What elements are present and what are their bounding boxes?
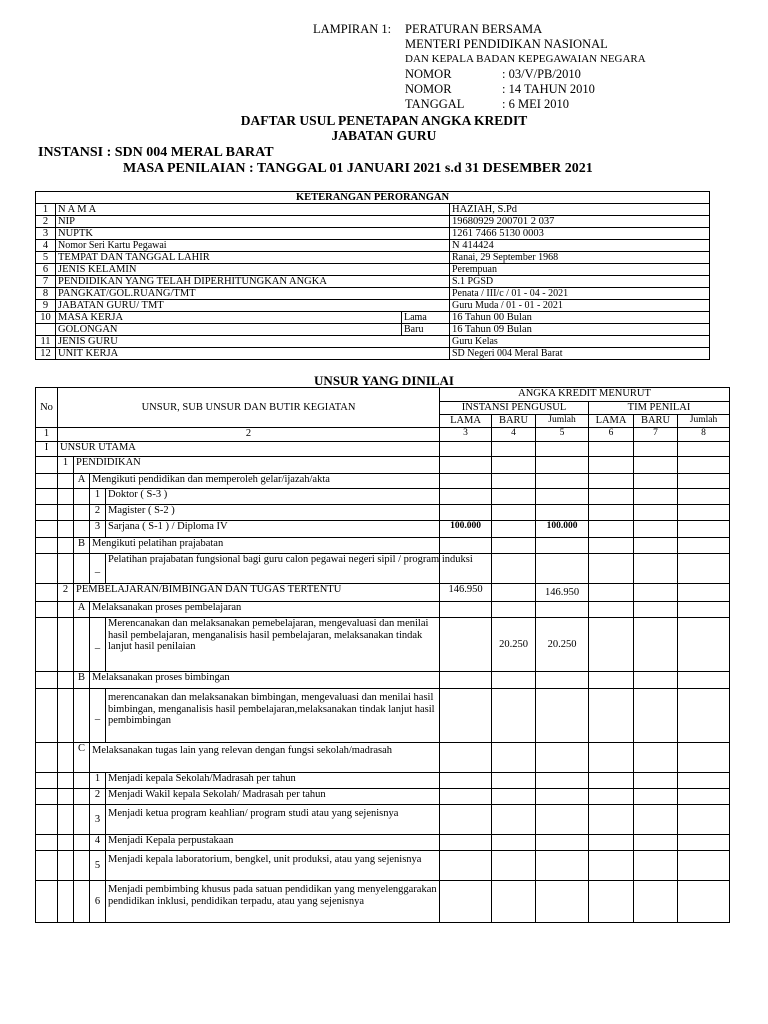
row-value: Guru Kelas — [450, 336, 710, 348]
row-label: PANGKAT/GOL.RUANG/TMT — [56, 288, 450, 300]
sub-col-jumlah: Jumlah — [678, 415, 730, 428]
unsur-table — [35, 387, 730, 923]
header-line-2: MENTERI PENDIDIKAN NASIONAL — [405, 37, 608, 51]
angka-kredit-header: ANGKA KREDIT MENURUT — [440, 388, 730, 402]
row-number: 8 — [36, 288, 56, 300]
unsur-heading: UNSUR YANG DINILAI — [314, 373, 454, 388]
row-number: 3 — [90, 805, 106, 835]
row-number: B — [74, 538, 90, 554]
row-value: N 414424 — [450, 240, 710, 252]
row-number: B — [74, 672, 90, 689]
tim-penilai-header: TIM PENILAI — [589, 402, 730, 415]
row-label: JENIS KELAMIN — [56, 264, 450, 276]
sub-col-jumlah: Jumlah — [536, 415, 589, 428]
row-label: N A M A — [56, 204, 450, 216]
row-text: Menjadi Wakil kepala Sekolah/ Madrasah per tahun — [106, 789, 440, 805]
row-number: 7 — [36, 276, 56, 288]
row-number: 6 — [90, 881, 106, 923]
unsur-row — [36, 554, 730, 584]
row-number: 6 — [36, 264, 56, 276]
sub-col-baru: BARU — [492, 415, 536, 428]
row-number: 1 — [58, 457, 74, 474]
value-jumlah: 146.950 — [536, 584, 589, 602]
row-value: 19680929 200701 2 037 — [450, 216, 710, 228]
document-title-line-1: DAFTAR USUL PENETAPAN ANGKA KREDIT — [240, 113, 528, 128]
value-baru: 20.250 — [492, 618, 536, 672]
row-number: 5 — [90, 851, 106, 881]
col-number: 4 — [492, 428, 536, 442]
instansi-line: INSTANSI : SDN 004 MERAL BARAT — [38, 145, 274, 160]
unsur-row — [36, 521, 730, 538]
personal-heading-row — [36, 192, 710, 204]
personal-row — [36, 204, 710, 216]
row-label: NIP — [56, 216, 450, 228]
header-row-1 — [36, 388, 730, 402]
unsur-row — [36, 602, 730, 618]
value-lama: 146.950 — [440, 584, 492, 602]
sub-col-lama: LAMA — [440, 415, 492, 428]
personal-row — [36, 336, 710, 348]
row-value: SD Negeri 004 Meral Barat — [450, 348, 710, 360]
row-number: C — [74, 743, 90, 773]
row-number: 1 — [90, 489, 106, 505]
row-text: Menjadi ketua program keahlian/ program studi atau yang sejenisnya — [106, 805, 440, 835]
baru-label: Baru — [402, 324, 450, 336]
row-number — [36, 324, 56, 336]
field-nomor-1-value: : 03/V/PB/2010 — [502, 67, 581, 81]
row-number: 2 — [58, 584, 74, 602]
personal-row — [36, 288, 710, 300]
personal-row — [36, 240, 710, 252]
unsur-row — [36, 584, 730, 602]
row-number: 4 — [90, 835, 106, 851]
col-no-header: No — [36, 388, 58, 428]
personal-row — [36, 276, 710, 288]
row-number: 2 — [36, 216, 56, 228]
masa-penilaian-line: MASA PENILAIAN : TANGGAL 01 JANUARI 2021 s.d 31 DESEMBER 2021 — [123, 161, 593, 176]
col-number: 3 — [440, 428, 492, 442]
row-value: 16 Tahun 09 Bulan — [450, 324, 710, 336]
col-number: 2 — [58, 428, 440, 442]
row-number: 1 — [90, 773, 106, 789]
column-number-row — [36, 428, 730, 442]
row-value: HAZIAH, S.Pd — [450, 204, 710, 216]
field-nomor-1-label: NOMOR — [405, 67, 452, 81]
row-number: A — [74, 474, 90, 489]
unsur-row — [36, 505, 730, 521]
row-value: Perempuan — [450, 264, 710, 276]
personal-row — [36, 216, 710, 228]
unsur-row — [36, 851, 730, 881]
row-text: Pelatihan prajabatan fungsional bagi guru calon pegawai negeri sipil / program induksi — [106, 554, 440, 584]
unsur-row — [36, 881, 730, 923]
row-label: GOLONGAN — [56, 324, 402, 336]
header-line-3: DAN KEPALA BADAN KEPEGAWAIAN NEGARA — [405, 53, 646, 65]
row-value: Penata / III/c / 01 - 04 - 2021 — [450, 288, 710, 300]
row-number: 2 — [90, 505, 106, 521]
row-value: Guru Muda / 01 - 01 - 2021 — [450, 300, 710, 312]
row-text: PEMBELAJARAN/BIMBINGAN DAN TUGAS TERTENTU — [74, 584, 440, 602]
personal-row — [36, 312, 710, 324]
row-value: S.1 PGSD — [450, 276, 710, 288]
unsur-row — [36, 743, 730, 773]
row-number: 9 — [36, 300, 56, 312]
row-text: Menjadi Kepala perpustakaan — [106, 835, 440, 851]
row-text: Mengikuti pendidikan dan memperoleh gelar/ijazah/akta — [90, 474, 440, 489]
row-text: Melaksanakan proses bimbingan — [90, 672, 440, 689]
field-tanggal-label: TANGGAL — [405, 97, 465, 111]
row-label: PENDIDIKAN YANG TELAH DIPERHITUNGKAN ANGKA — [56, 276, 450, 288]
unsur-row — [36, 805, 730, 835]
row-label: TEMPAT DAN TANGGAL LAHIR — [56, 252, 450, 264]
row-number: 1 — [36, 204, 56, 216]
value-lama: 100.000 — [440, 521, 492, 538]
lama-label: Lama — [402, 312, 450, 324]
value-jumlah: 20.250 — [536, 618, 589, 672]
row-label: JENIS GURU — [56, 336, 450, 348]
unsur-row — [36, 442, 730, 457]
personal-row — [36, 300, 710, 312]
row-number: 5 — [36, 252, 56, 264]
row-value: Ranai, 29 September 1968 — [450, 252, 710, 264]
row-text: UNSUR UTAMA — [58, 442, 440, 457]
unsur-row — [36, 538, 730, 554]
row-text: Doktor ( S-3 ) — [106, 489, 440, 505]
sub-col-lama: LAMA — [589, 415, 634, 428]
col-number: 7 — [634, 428, 678, 442]
row-label: JABATAN GURU/ TMT — [56, 300, 450, 312]
row-text: Mengikuti pelatihan prajabatan — [90, 538, 440, 554]
header-line-1: PERATURAN BERSAMA — [405, 22, 543, 36]
row-text: Sarjana ( S-1 ) / Diploma IV — [106, 521, 440, 538]
row-label: MASA KERJA — [56, 312, 402, 324]
row-number: A — [74, 602, 90, 618]
row-number: 3 — [36, 228, 56, 240]
lampiran-label: LAMPIRAN 1: — [313, 22, 392, 36]
unsur-row — [36, 689, 730, 743]
document-title-line-2: JABATAN GURU — [331, 128, 437, 143]
row-value: 1261 7466 5130 0003 — [450, 228, 710, 240]
personal-row — [36, 252, 710, 264]
unsur-row — [36, 773, 730, 789]
row-text: PENDIDIKAN — [74, 457, 440, 474]
row-number: 11 — [36, 336, 56, 348]
unsur-row — [36, 672, 730, 689]
row-label: Nomor Seri Kartu Pegawai — [56, 240, 450, 252]
instansi-pengusul-header: INSTANSI PENGUSUL — [440, 402, 589, 415]
personal-row — [36, 228, 710, 240]
row-text: merencanakan dan melaksanakan bimbingan, mengevaluasi dan menilai hasil bimbingan, menganalisis hasil pembelajaran,melaksanakan tindak lanjut hasil pembimbingan — [106, 689, 440, 743]
value-jumlah: 100.000 — [536, 521, 589, 538]
col-number: 5 — [536, 428, 589, 442]
row-text: Merencanakan dan melaksanakan pemebelajaran, mengevaluasi dan menilai hasil pembelajaran, menganalisis hasil pembelajaran, melaksanakan tindak lanjut hasil penilaian — [106, 618, 440, 672]
unsur-row — [36, 835, 730, 851]
dash-marker: _ — [90, 554, 106, 584]
unsur-row — [36, 489, 730, 505]
personal-row — [36, 264, 710, 276]
dash-marker: _ — [90, 618, 106, 672]
unsur-row — [36, 474, 730, 489]
personal-heading: KETERANGAN PERORANGAN — [36, 192, 710, 204]
row-text: Menjadi kepala laboratorium, bengkel, unit produksi, atau yang sejenisnya — [106, 851, 440, 881]
dash-marker: _ — [90, 689, 106, 743]
row-text: Menjadi pembimbing khusus pada satuan pendidikan yang menyelenggarakan pendidikan inklusi, pendidikan terpadu, atau yang sejenisnya — [106, 881, 440, 923]
sub-col-baru: BARU — [634, 415, 678, 428]
personal-info-table — [35, 191, 710, 360]
row-text: Melaksanakan proses pembelajaran — [90, 602, 440, 618]
col-number: 1 — [36, 428, 58, 442]
row-number: 3 — [90, 521, 106, 538]
row-text: Magister ( S-2 ) — [106, 505, 440, 521]
col-unsur-header: UNSUR, SUB UNSUR DAN BUTIR KEGIATAN — [58, 388, 440, 428]
row-number: I — [36, 442, 58, 457]
col-number: 8 — [678, 428, 730, 442]
personal-row — [36, 348, 710, 360]
row-text: Menjadi kepala Sekolah/Madrasah per tahun — [106, 773, 440, 789]
field-nomor-2-label: NOMOR — [405, 82, 452, 96]
row-value: 16 Tahun 00 Bulan — [450, 312, 710, 324]
row-number: 4 — [36, 240, 56, 252]
unsur-row — [36, 618, 730, 672]
row-number: 10 — [36, 312, 56, 324]
field-tanggal-value: : 6 MEI 2010 — [502, 97, 570, 111]
row-label: UNIT KERJA — [56, 348, 450, 360]
personal-row — [36, 324, 710, 336]
unsur-row — [36, 789, 730, 805]
field-nomor-2-value: : 14 TAHUN 2010 — [502, 82, 595, 96]
row-text: Melaksanakan tugas lain yang relevan dengan fungsi sekolah/madrasah — [90, 743, 440, 773]
row-number: 2 — [90, 789, 106, 805]
col-number: 6 — [589, 428, 634, 442]
unsur-row — [36, 457, 730, 474]
row-label: NUPTK — [56, 228, 450, 240]
row-number: 12 — [36, 348, 56, 360]
